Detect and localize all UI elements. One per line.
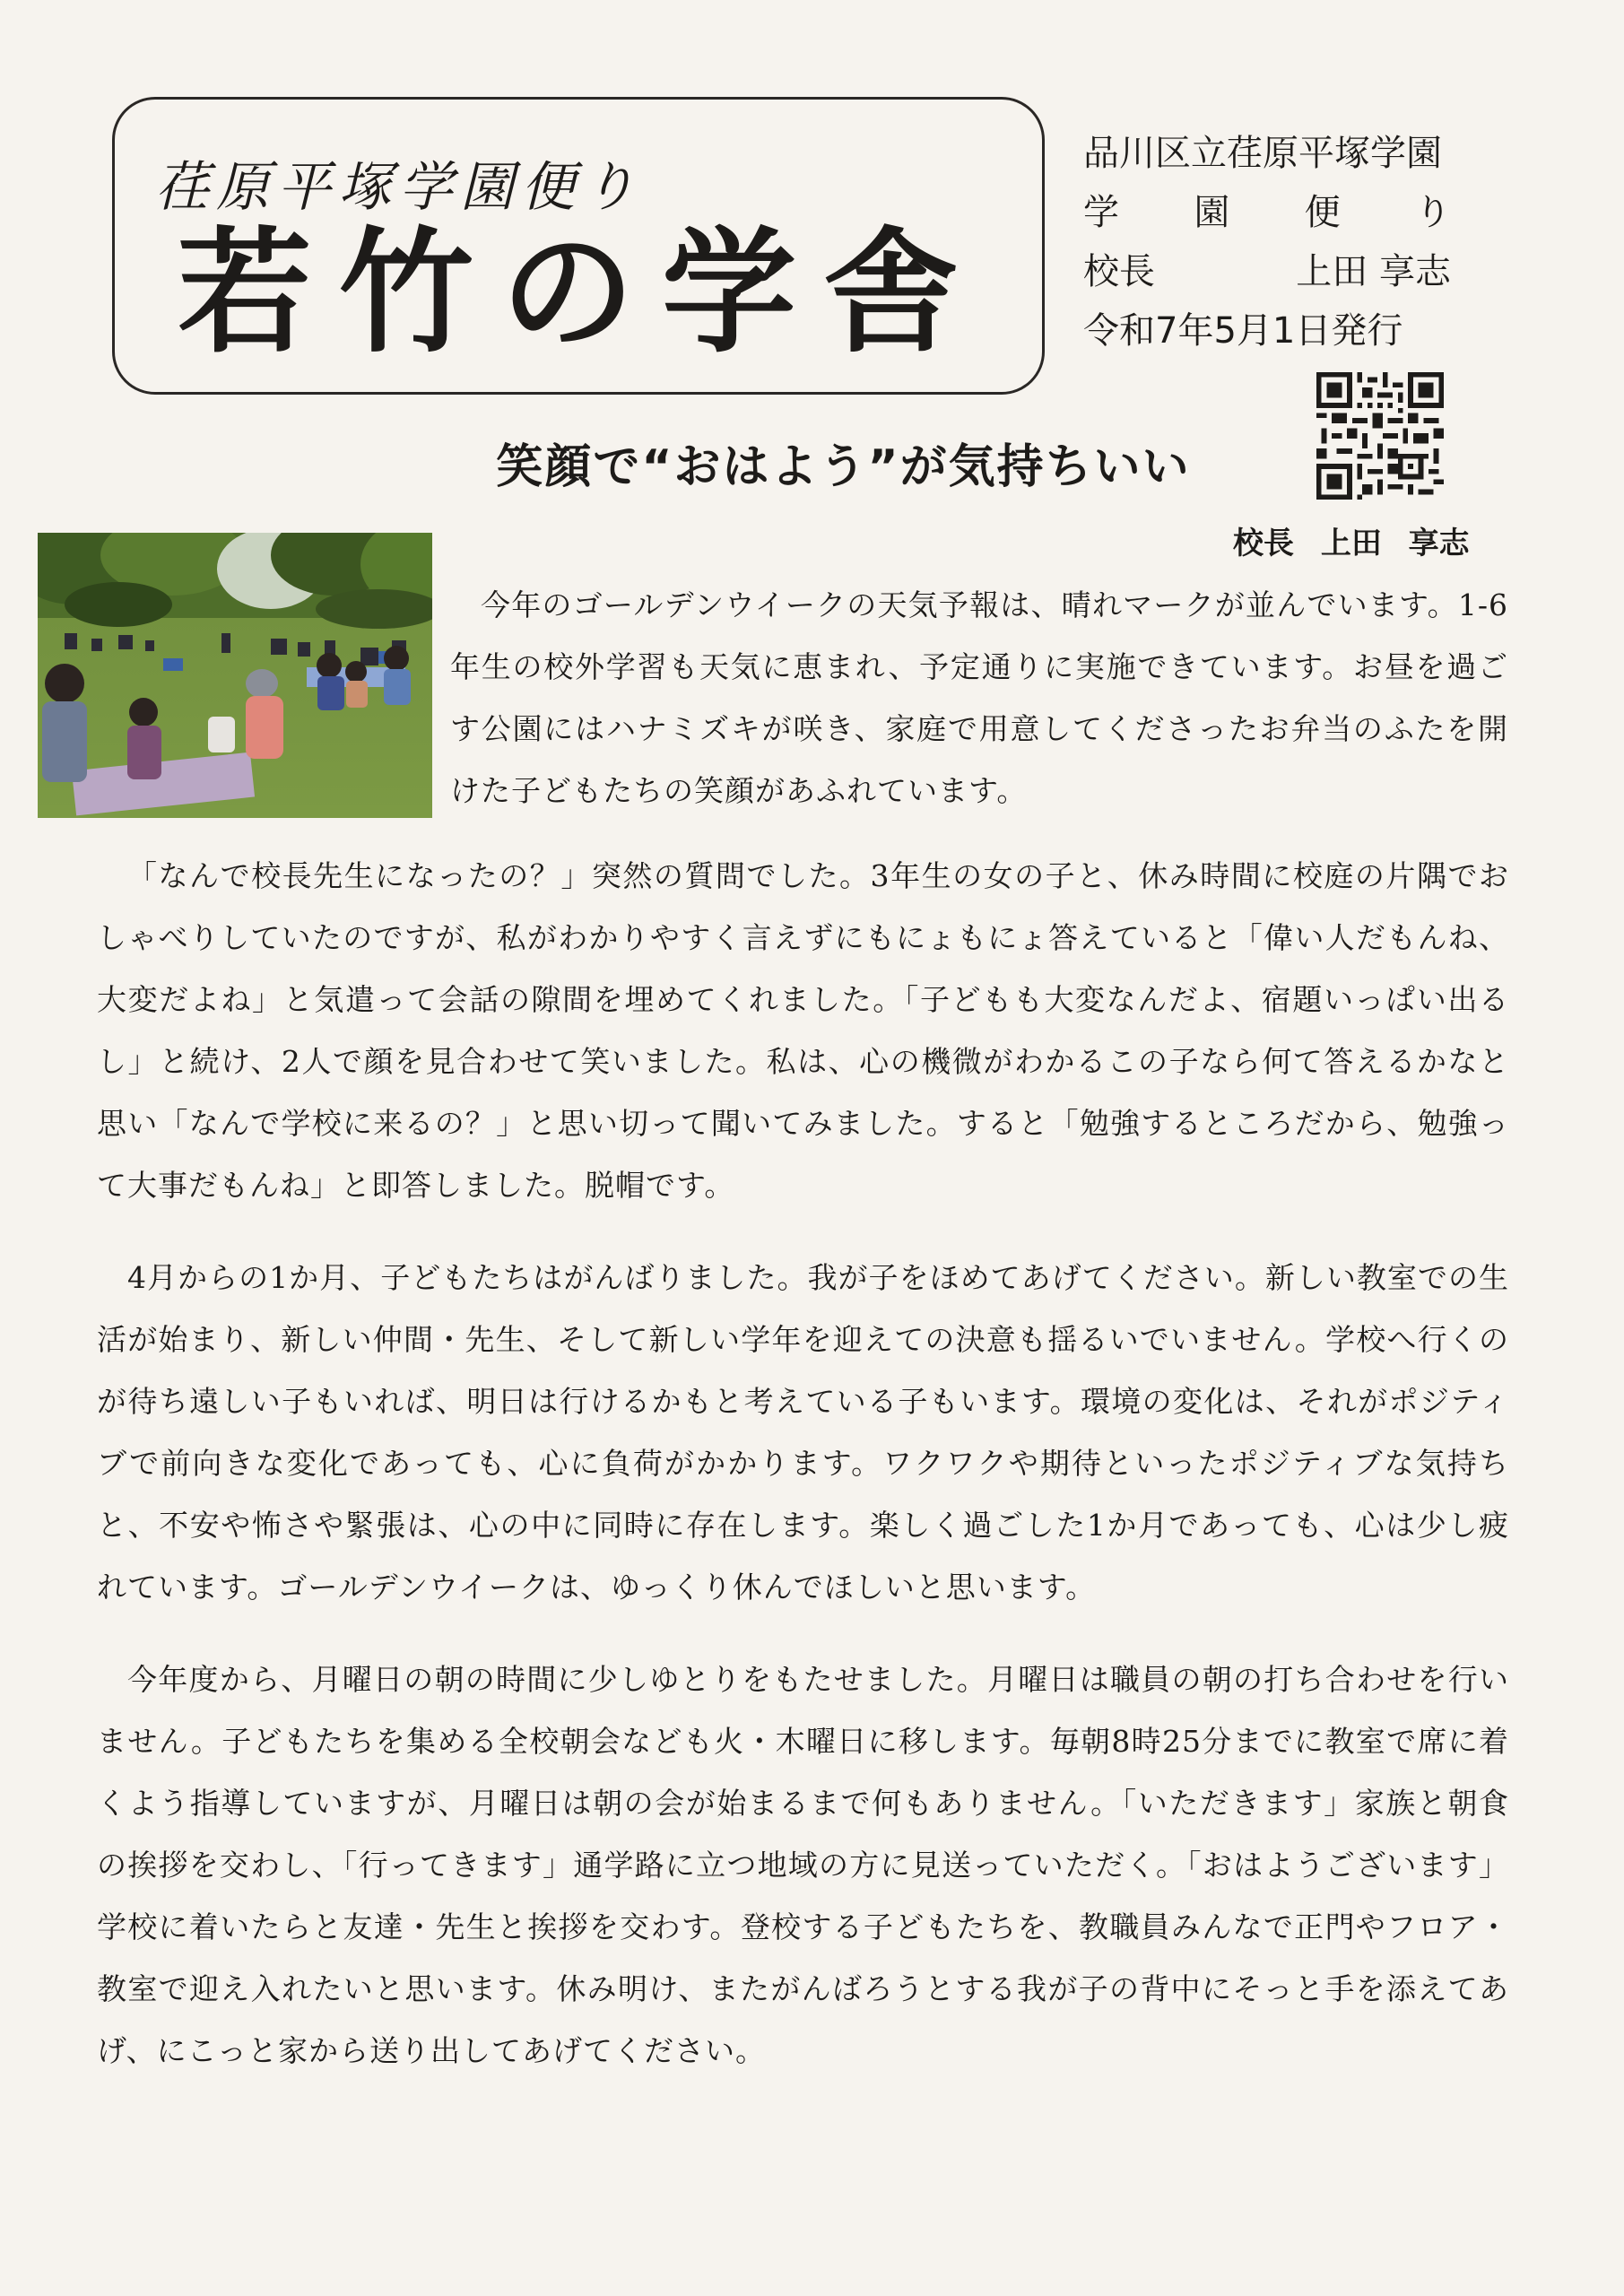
main-title: 若竹の学舎	[178, 213, 986, 371]
principal-line	[1083, 242, 1451, 301]
picnic-photo	[38, 533, 432, 818]
principal-name: 上田 享志	[1296, 251, 1451, 292]
paragraph-4: 今年度から、月曜日の朝の時間に少しゆとりをもたせました。月曜日は職員の朝の打ち合わせを行いません。子どもたちを集める全校朝会なども火・木曜日に移します。毎朝8時25分までに教室で席に着くよう指導していますが、月曜日は朝の会が始まるまで何もありません。「いただきます」家族と朝食の挨拶を交わし、「行ってきます」通学路に立つ地域の方に見送っていただく。「おはようございます」学校に着いたらと友達・先生と挨拶を交わす。登校する子どもたちを、教職員みんなで正門やフロア・教室で迎え入れたいと思います。休み明け、またがんばろうとする我が子の背中にそっと手を添えてあげ、にこっと家から送り出してあげてください。	[97, 1662, 1509, 2068]
school-name: 品川区立荏原平塚学園	[1083, 133, 1442, 174]
headline: 笑顔で“おはよう”が気持ちいい	[496, 440, 1191, 494]
masthead-info	[1083, 124, 1451, 361]
principal-role: 校長	[1083, 251, 1155, 292]
paragraph-1: 今年のゴールデンウイークの天気予報は、晴れマークが並んでいます。1-6年生の校外学習も天気に恵まれ、予定通りに実施できています。お昼を過ごす公園にはハナミズキが咲き、家庭で用意してくださったお弁当のふたを開けた子どもたちの笑顔があふれています。	[450, 587, 1508, 808]
paragraph-2: 「なんで校長先生になったの？」突然の質問でした。3年生の女の子と、休み時間に校庭の片隅でおしゃべりしていたのですが、私がわかりやすく言えずにもにょもにょ答えていると「偉い人だもんね、大変だよね」と気遣って会話の隙間を埋めてくれました。「子どもも大変なんだよ、宿題いっぱい出るし」と続け、2人で顔を見合わせて笑いました。私は、心の機微がわかるこの子なら何て答えるかなと思い「なんで学校に来るの？」と思い切って聞いてみました。すると「勉強するところだから、勉強って大事だもんね」と即答しました。脱帽です。	[97, 858, 1509, 1203]
series-title: 荏原平塚学園便り	[155, 156, 643, 219]
title-box	[112, 97, 1045, 395]
paragraph-3: 4月からの1か月、子どもたちはがんばりました。我が子をほめてあげてください。新しい教室での生活が始まり、新しい仲間・先生、そして新しい学年を迎えての決意も揺るいでいません。学校へ行くのが待ち遠しい子もいれば、明日は行けるかもと考えている子もいます。環境の変化は、それがポジティブで前向きな変化であっても、心に負荷がかかります。ワクワクや期待といったポジティブな気持ちと、不安や怖さや緊張は、心の中に同時に存在します。楽しく過ごした1か月であっても、心は少し疲れています。ゴールデンウイークは、ゆっくり休んでほしいと思います。	[97, 1260, 1509, 1605]
byline: 校長 上田 享志	[1233, 526, 1470, 561]
publication-name: 学 園 便 り	[1083, 192, 1451, 233]
issue-date: 令和7年5月1日発行	[1083, 310, 1403, 352]
